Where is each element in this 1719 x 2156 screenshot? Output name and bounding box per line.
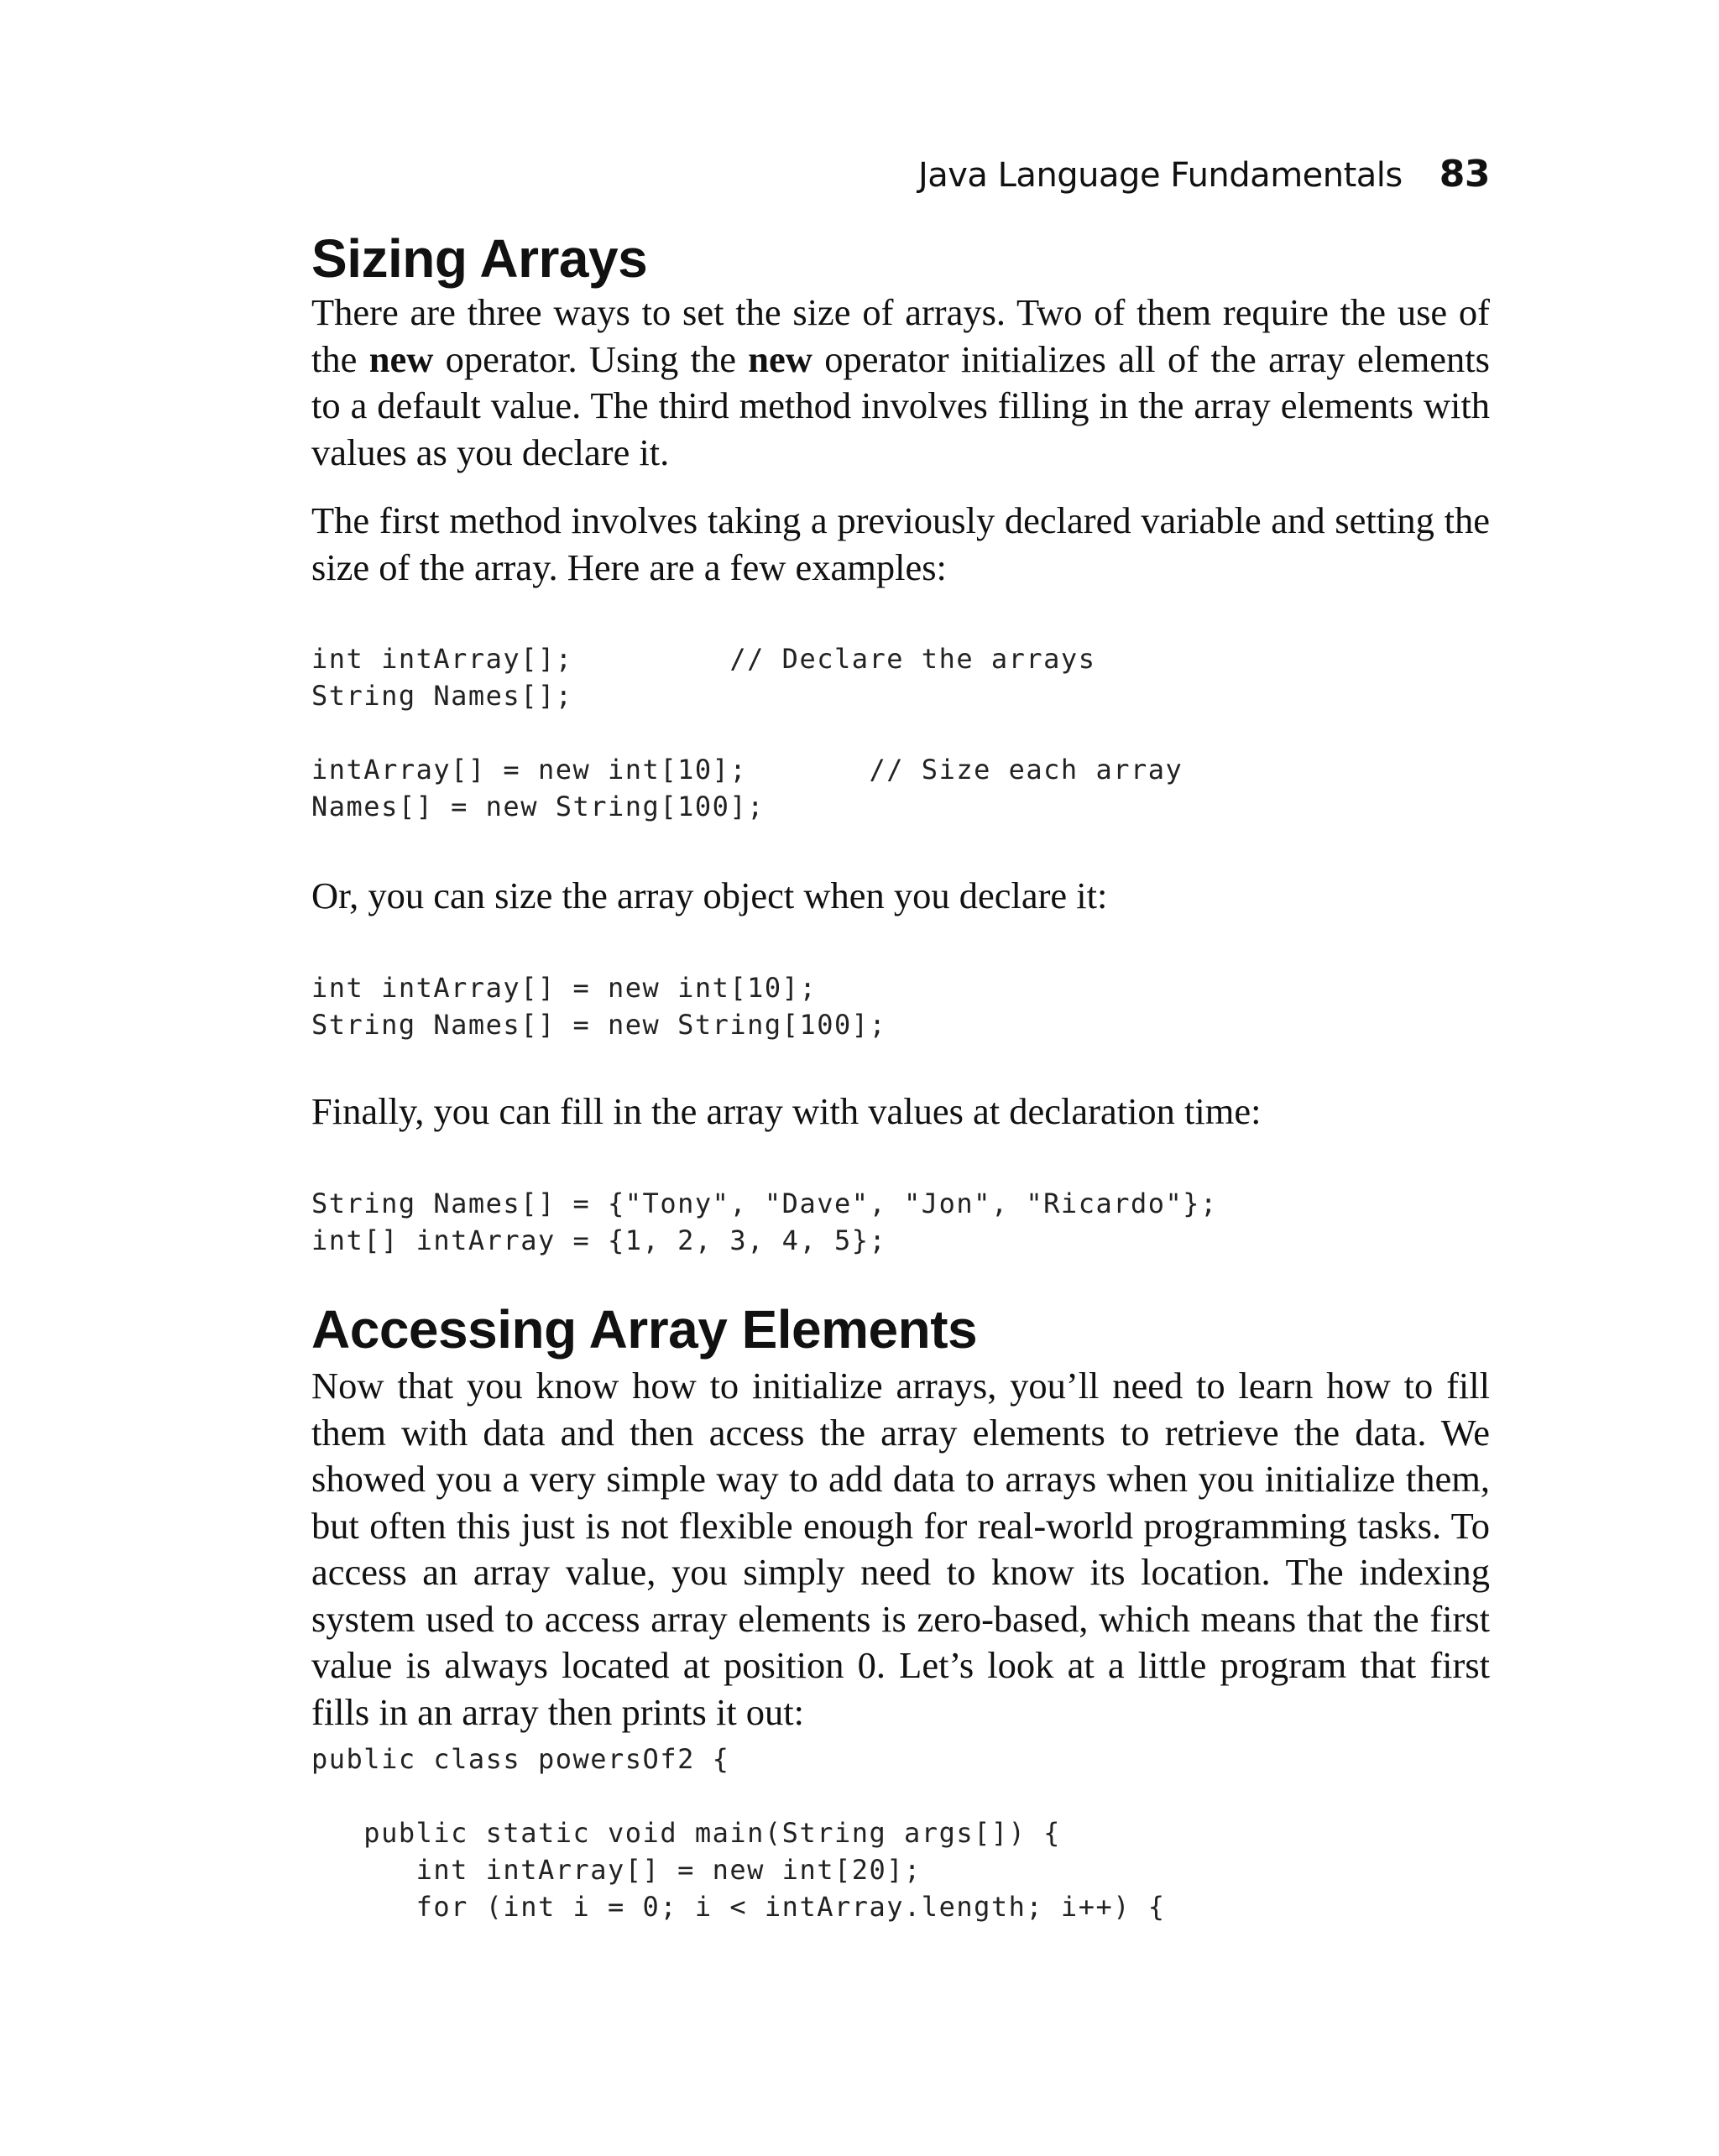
text-run: There are three ways to set the size of arrays. Two of them require the use of the — [311, 291, 1490, 380]
code-block-powersof2: public class powersOf2 { public static void main(String args[]) { int intArray[] = new int[20]; for (int i = 0; i < intArray.length; i++) { — [311, 1743, 1166, 1923]
running-head — [918, 153, 1490, 196]
running-title: Java Language Fundamentals — [917, 156, 1403, 195]
page-number: 83 — [1439, 153, 1490, 196]
text-run: operator initializes all of the array elements to a default value. The third method involves filling in the array elements with values as you declare it. — [311, 337, 1490, 473]
code-block-declare-and-size: int intArray[]; // Declare the arrays String Names[]; intArray[] = new int[10]; // Size each array Names[] = new String[100]; — [311, 643, 1183, 822]
keyword-new: new — [368, 337, 434, 380]
heading-accessing-array-elements: Accessing Array Elements — [311, 1299, 978, 1360]
paragraph-accessing-intro: Now that you know how to initialize arrays, you’ll need to learn how to fill them with data and then access the array elements to retrieve the data. We showed you a very simple way to add data to arrays when you initialize them, but often this just is not flexible enough for real-world programming tasks. To access an array value, you simply need to know its location. The indexing system used to access array elements is zero-based, which means that the first value is always located at position 0. Let’s look at a little program that first fills in an array then prints it out: — [311, 1365, 1490, 1733]
paragraph-sizing-intro — [311, 290, 1490, 476]
heading-sizing-arrays: Sizing Arrays — [311, 228, 648, 289]
text-run: operator. Using the — [433, 337, 749, 380]
paragraph-fill-values: Finally, you can fill in the array with values at declaration time: — [311, 1090, 1262, 1132]
code-block-size-on-declare: int intArray[] = new int[10]; String Names[] = new String[100]; — [311, 972, 887, 1041]
paragraph-size-on-declare: Or, you can size the array object when you declare it: — [311, 874, 1108, 916]
keyword-new: new — [748, 337, 812, 380]
code-block-initializers: String Names[] = {"Tony", "Dave", "Jon", "Ricardo"}; int[] intArray = {1, 2, 3, 4, 5}; — [311, 1188, 1218, 1256]
paragraph-first-method: The first method involves taking a previously declared variable and setting the size of the array. Here are a few examples: — [311, 499, 1490, 588]
